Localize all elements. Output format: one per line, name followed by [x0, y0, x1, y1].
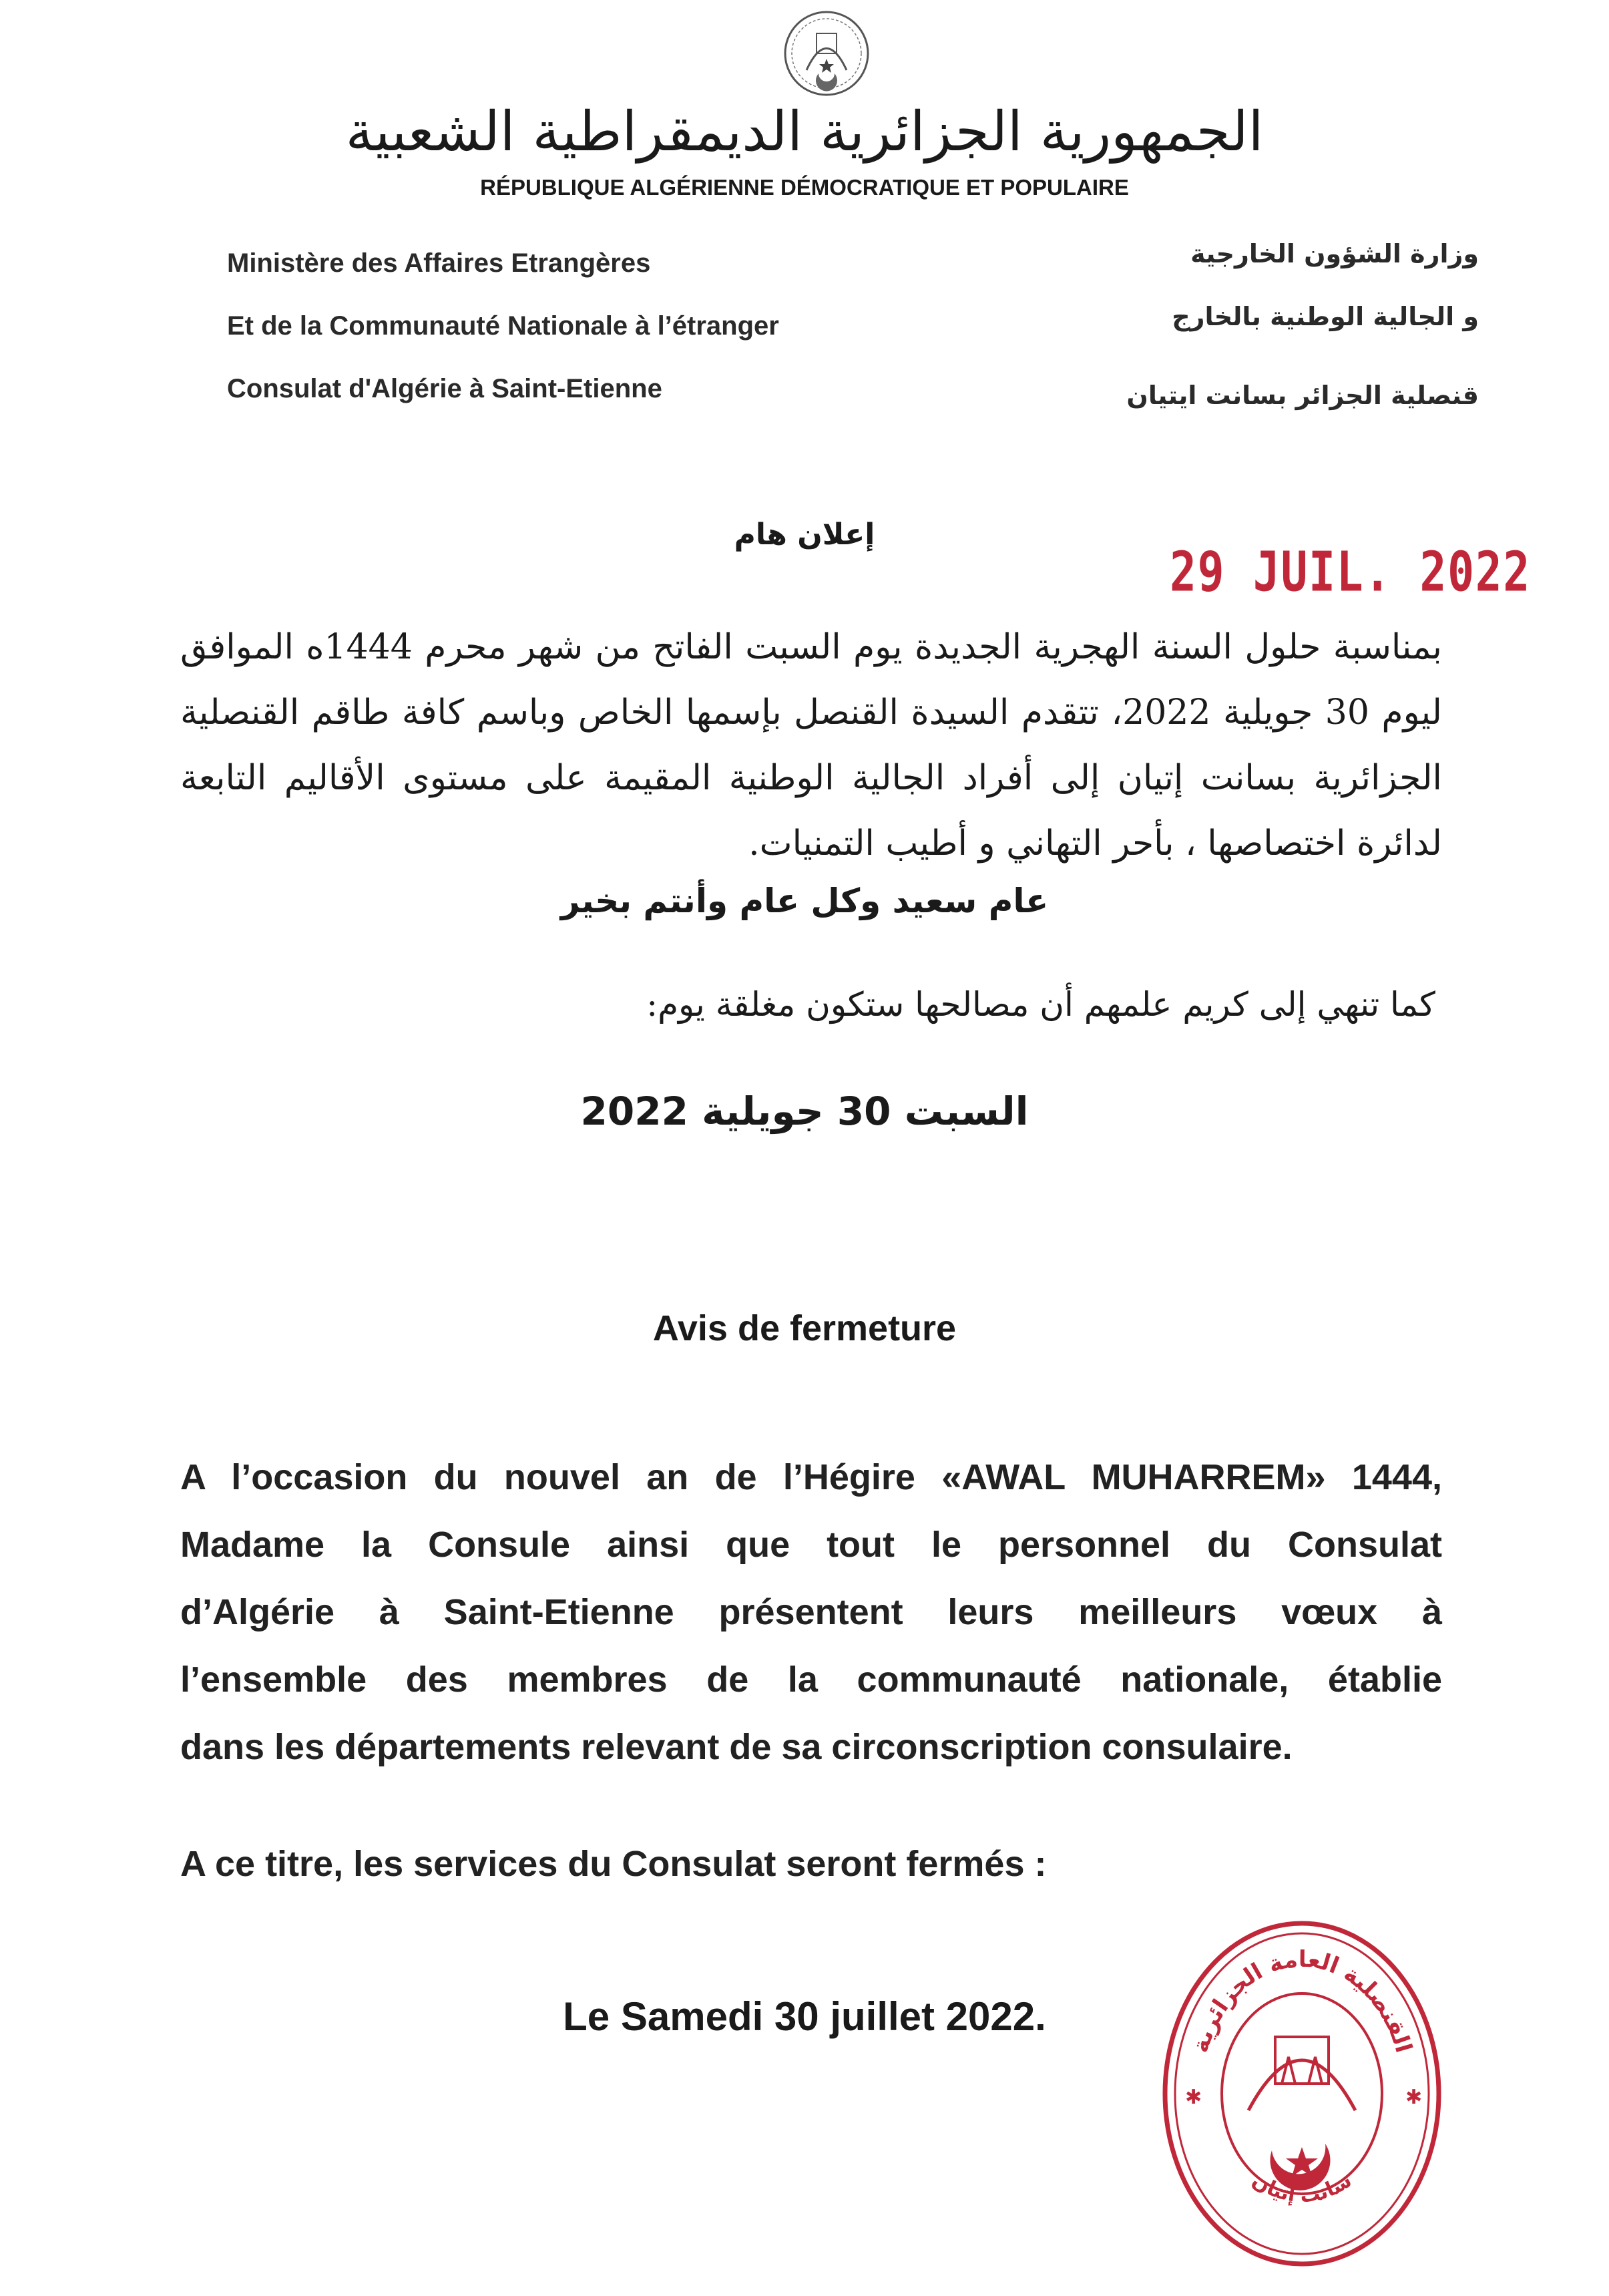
- seal-text-bottom: سانت إتيان: [1248, 2168, 1356, 2208]
- algeria-emblem-icon: [780, 7, 873, 100]
- svg-text:✱: ✱: [1185, 2086, 1202, 2109]
- svg-text:✱: ✱: [1405, 2086, 1423, 2109]
- closure-notice-ar: كما تنهي إلى كريم علمهم أن مصالحها ستكون مغلقة يوم:: [646, 985, 1435, 1024]
- greeting-ar: عام سعيد وكل عام وأنتم بخير: [560, 882, 1049, 920]
- closure-title-fr: Avis de fermeture: [652, 1308, 957, 1348]
- consular-seal-icon: [1155, 1910, 1449, 2277]
- announcement-paragraph-ar: بمناسبة حلول السنة الهجرية الجديدة يوم السبت الفاتح من شهر محرم 1444ه الموافق ليوم 30 جويلية 2022، تتقدم السيدة القنصل بإسمها الخاص وباسم كافة طاقم القنصلية الجزائرية بسانت إتيان إلى أفراد الجالية الوطنية المقيمة على مستوى الأقاليم التابعة لدائرة اختصاصها ، بأحر التهاني و أطيب التمنيات.: [180, 627, 1443, 864]
- consulate-line-ar: قنصلية الجزائر بسانت ايتيان: [1126, 381, 1479, 410]
- republic-title-arabic: الجمهورية الجزائرية الديمقراطية الشعبية: [345, 100, 1264, 164]
- paragraph-line: l’ensemble des membres de la communauté nationale, établie: [180, 1660, 1442, 1700]
- ministry-line-fr: Ministère des Affaires Etrangères: [227, 248, 651, 278]
- date-stamp: 29 JUIL. 2022: [1170, 541, 1532, 604]
- closure-date-ar: السبت 30 جويلية 2022: [580, 1089, 1029, 1134]
- community-line-ar: و الجالية الوطنية بالخارج: [1172, 302, 1479, 331]
- closure-notice-fr: A ce titre, les services du Consulat seront fermés :: [180, 1844, 1047, 1884]
- seal-text-top: القنصلية العامة الجزائرية: [1186, 1945, 1417, 2056]
- paragraph-line: Madame la Consule ainsi que tout le personnel du Consulat: [180, 1525, 1442, 1565]
- paragraph-line: dans les départements relevant de sa circonscription consulaire.: [180, 1727, 1293, 1767]
- paragraph-line: d’Algérie à Saint-Etienne présentent leurs meilleurs vœux à: [180, 1592, 1442, 1632]
- republic-title-french: RÉPUBLIQUE ALGÉRIENNE DÉMOCRATIQUE ET POPULAIRE: [480, 175, 1129, 200]
- announcement-title-ar: إعلان هام: [734, 518, 875, 552]
- closure-date-fr: Le Samedi 30 juillet 2022.: [563, 1994, 1046, 2039]
- ministry-line-ar: وزارة الشؤون الخارجية: [1190, 239, 1479, 268]
- svg-text:القنصلية العامة الجزائرية: [1187, 1946, 1417, 2056]
- paragraph-line: A l’occasion du nouvel an de l’Hégire «AWAL MUHARREM» 1444,: [180, 1457, 1442, 1497]
- community-line-fr: Et de la Communauté Nationale à l’étranger: [227, 311, 779, 341]
- consulate-line-fr: Consulat d'Algérie à Saint-Etienne: [227, 374, 662, 403]
- announcement-paragraph-fr: [180, 1444, 1442, 1781]
